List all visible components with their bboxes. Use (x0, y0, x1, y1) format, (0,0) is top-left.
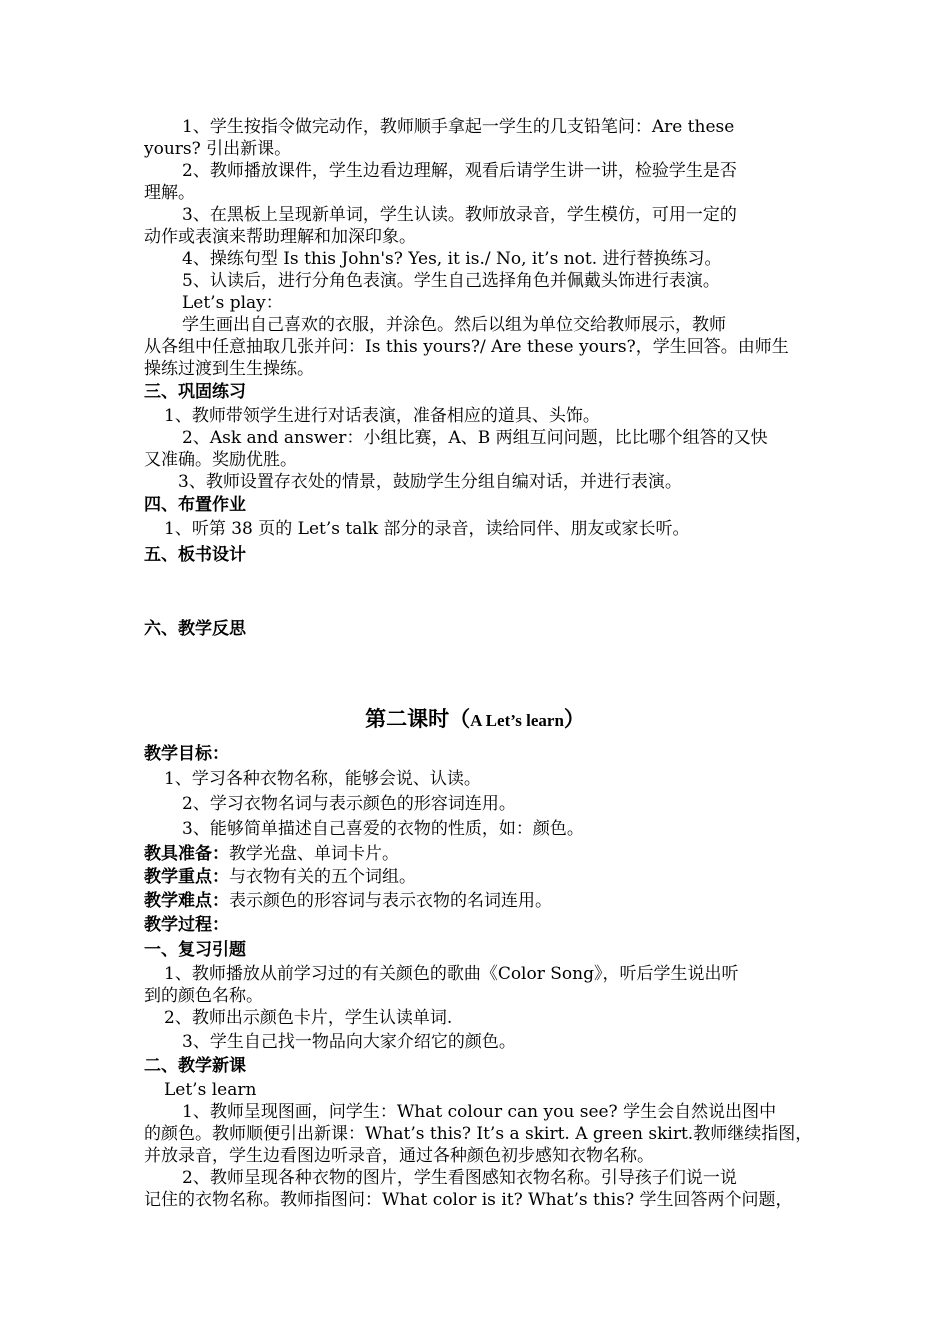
lesson-title (0, 705, 950, 735)
practice-2-line-2: 又准确。奖励优胜。 (144, 450, 297, 470)
goals-label: 教学目标： (144, 744, 229, 764)
step-3-line-1: 3、在黑板上呈现新单词，学生认读。教师放录音，学生模仿，可用一定的 (182, 205, 737, 225)
new-1-line-2: 的颜色。教师顺便引出新课：What’s this? It’s a skirt. A green skirt.教师继续指图， (144, 1124, 813, 1144)
prep-row (144, 843, 814, 865)
play-line-3: 操练过渡到生生操练。 (144, 359, 314, 379)
review-2: 2、教师出示颜色卡片，学生认读单词. (164, 1008, 453, 1028)
lets-play-label: Let’s play： (182, 293, 283, 313)
goal-2: 2、学习衣物名词与表示颜色的形容词连用。 (182, 794, 516, 814)
step-4-line: 4、操练句型 Is this John's? Yes, it is./ No, it’s not. 进行替换练习。 (182, 249, 722, 269)
review-3: 3、学生自己找一物品向大家介绍它的颜色。 (182, 1032, 516, 1052)
review-1-line-1: 1、教师播放从前学习过的有关颜色的歌曲《Color Song》，听后学生说出听 (164, 964, 739, 984)
practice-3: 3、教师设置存衣处的情景，鼓励学生分组自编对话，并进行表演。 (178, 472, 682, 492)
goal-1: 1、学习各种衣物名称，能够会说、认读。 (164, 769, 481, 789)
new-2-line-2: 记住的衣物名称。教师指图问：What color is it? What’s this? 学生回答两个问题， (144, 1190, 793, 1210)
lets-learn-label: Let’s learn (164, 1080, 257, 1100)
prep-value: 教学光盘、单词卡片。 (229, 844, 399, 864)
new-1-line-3: 并放录音，学生边看图边听录音，通过各种颜色初步感知衣物名称。 (144, 1146, 654, 1166)
play-line-2: 从各组中任意抽取几张并问：Is this yours?/ Are these yours?，学生回答。由师生 (144, 337, 789, 357)
process-label: 教学过程： (144, 915, 229, 935)
lesson-title-en: A Let’s learn (470, 711, 564, 730)
heading-new-lesson: 二、教学新课 (144, 1056, 246, 1076)
goal-3: 3、能够简单描述自己喜爱的衣物的性质，如：颜色。 (182, 819, 584, 839)
heading-board-design: 五、板书设计 (144, 545, 246, 565)
heading-practice: 三、巩固练习 (144, 382, 246, 402)
lesson-title-cn: 第二课时（ (365, 707, 471, 731)
key-value: 与衣物有关的五个词组。 (229, 867, 416, 887)
step-2-line-1: 2、教师播放课件，学生边看边理解，观看后请学生讲一讲，检验学生是否 (182, 161, 737, 181)
heading-homework: 四、布置作业 (144, 495, 246, 515)
heading-review: 一、复习引题 (144, 940, 246, 960)
lesson-title-close: ） (563, 707, 585, 731)
difficult-label: 教学难点： (144, 891, 229, 911)
step-1-line-2: yours? 引出新课。 (144, 139, 292, 159)
new-1-line-1: 1、教师呈现图画，问学生：What colour can you see? 学生会自然说出图中 (182, 1102, 777, 1122)
practice-2-line-1: 2、Ask and answer：小组比赛，A、B 两组互问问题，比比哪个组答的又快 (182, 428, 768, 448)
heading-reflection: 六、教学反思 (144, 619, 246, 639)
homework-1: 1、听第 38 页的 Let’s talk 部分的录音，读给同伴、朋友或家长听。 (164, 519, 690, 539)
step-3-line-2: 动作或表演来帮助理解和加深印象。 (144, 227, 416, 247)
practice-1: 1、教师带领学生进行对话表演，准备相应的道具、头饰。 (164, 406, 600, 426)
step-2-line-2: 理解。 (144, 183, 195, 203)
new-2-line-1: 2、教师呈现各种衣物的图片，学生看图感知衣物名称。引导孩子们说一说 (182, 1168, 737, 1188)
review-1-line-2: 到的颜色名称。 (144, 986, 263, 1006)
step-1-line-1: 1、学生按指令做完动作，教师顺手拿起一学生的几支铅笔问：Are these (182, 117, 735, 137)
prep-label: 教具准备： (144, 844, 229, 864)
difficult-value: 表示颜色的形容词与表示衣物的名词连用。 (229, 891, 552, 911)
key-label: 教学重点： (144, 867, 229, 887)
difficult-row (144, 890, 814, 912)
play-line-1: 学生画出自己喜欢的衣服，并涂色。然后以组为单位交给教师展示，教师 (182, 315, 726, 335)
step-5-line: 5、认读后，进行分角色表演。学生自己选择角色并佩戴头饰进行表演。 (182, 271, 720, 291)
key-row (144, 866, 814, 888)
